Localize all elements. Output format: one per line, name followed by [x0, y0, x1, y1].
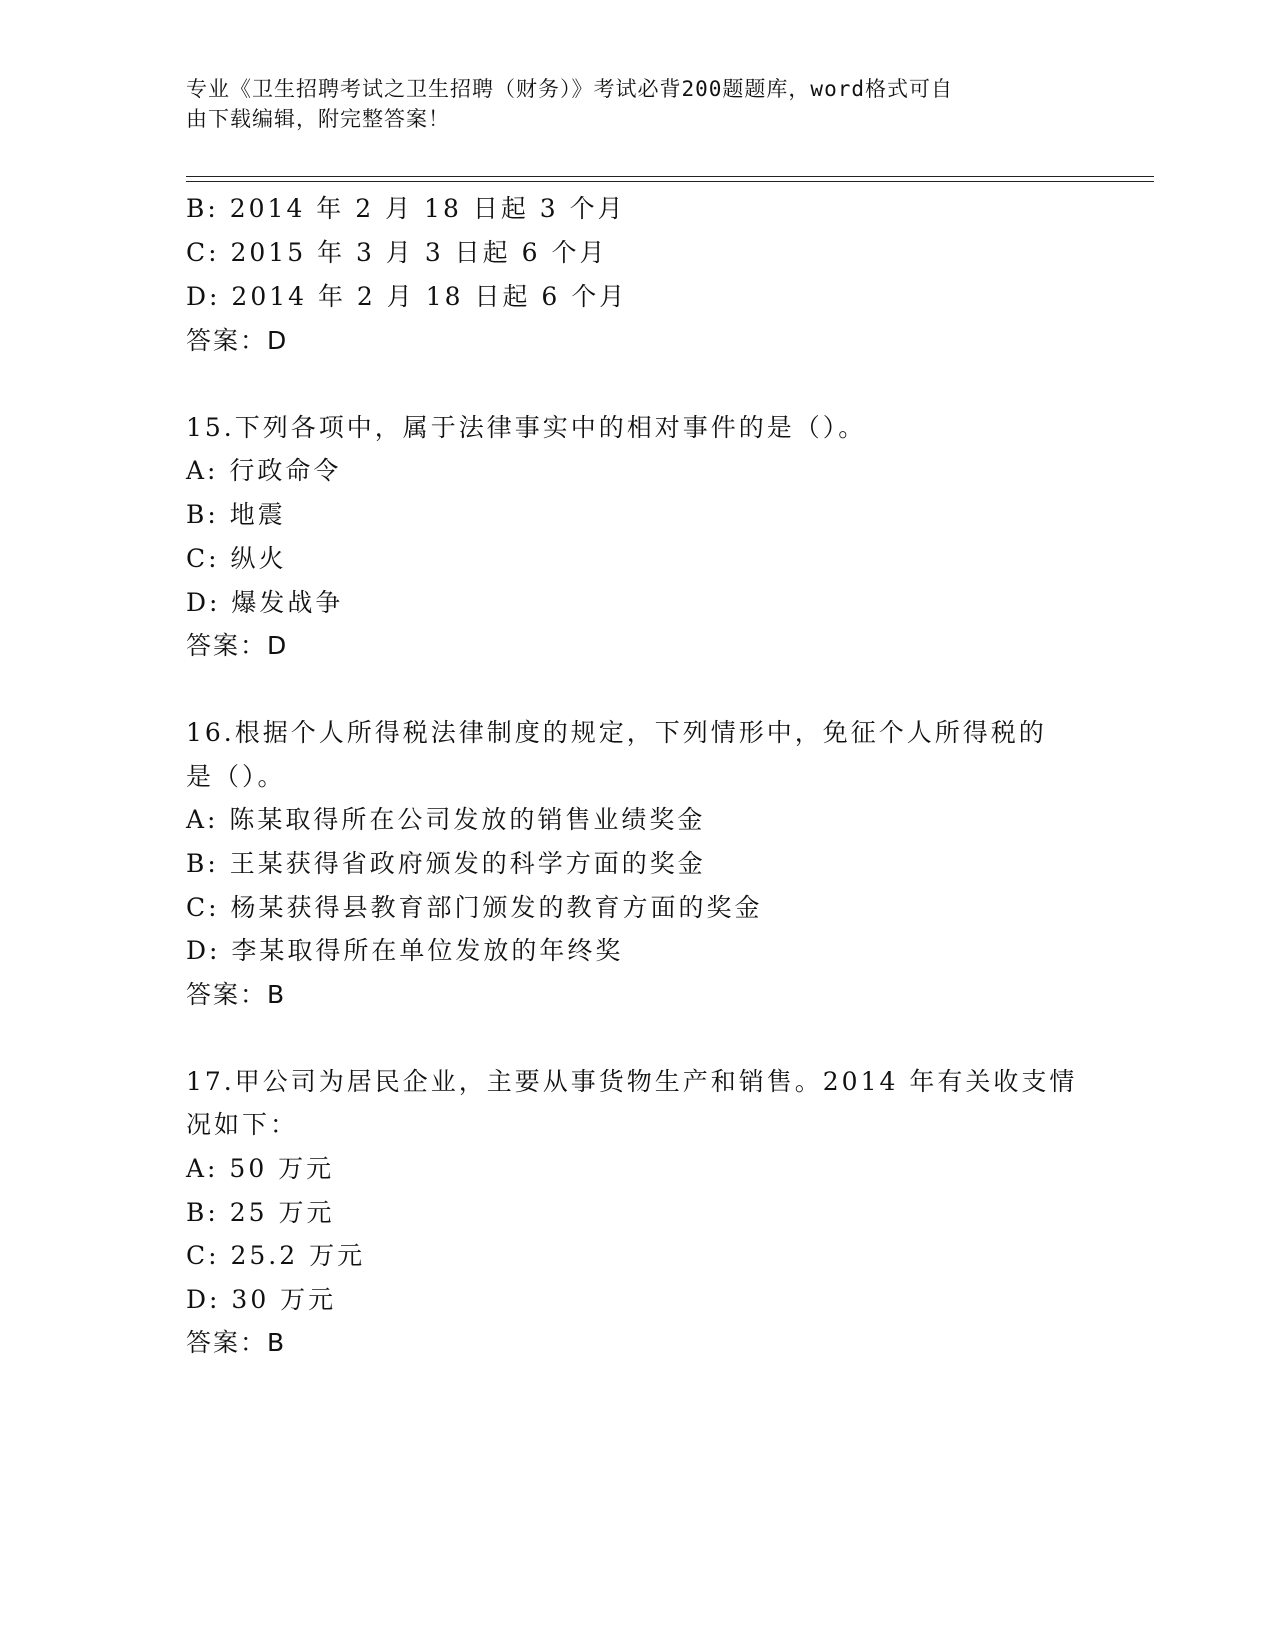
header-line-1: 专业《卫生招聘考试之卫生招聘（财务）》考试必背200题题库，word格式可自: [186, 77, 953, 101]
q15-answer: 答案：D: [186, 631, 289, 660]
q17-stem-line-1: 17.甲公司为居民企业，主要从事货物生产和销售。2014 年有关收支情: [186, 1067, 1078, 1096]
q16-option-c: C: 杨某获得县教育部门颁发的教育方面的奖金: [186, 893, 763, 922]
document-header: [186, 74, 1066, 134]
q16-stem-line-2: 是（）。: [186, 762, 286, 791]
q17-answer: 答案：B: [186, 1328, 287, 1357]
q15-stem: 15.下列各项中，属于法律事实中的相对事件的是（）。: [186, 413, 867, 442]
q14-option-b: B: 2014 年 2 月 18 日起 3 个月: [186, 194, 626, 223]
q14-option-d: D: 2014 年 2 月 18 日起 6 个月: [186, 282, 628, 311]
q15-option-a: A: 行政命令: [186, 456, 342, 485]
q15-option-c: C: 纵火: [186, 544, 287, 573]
q17-option-b: B: 25 万元: [186, 1198, 335, 1227]
header-line-2: 由下载编辑，附完整答案！: [186, 107, 450, 131]
header-divider: [186, 176, 1154, 182]
q16-option-d: D: 李某取得所在单位发放的年终奖: [186, 936, 624, 965]
q16-stem-line-1: 16.根据个人所得税法律制度的规定，下列情形中，免征个人所得税的: [186, 718, 1047, 747]
q17-option-d: D: 30 万元: [186, 1285, 337, 1314]
q16-answer: 答案：B: [186, 980, 287, 1009]
q14-option-c: C: 2015 年 3 月 3 日起 6 个月: [186, 238, 608, 267]
q17-option-c: C: 25.2 万元: [186, 1241, 366, 1270]
q14-answer: 答案：D: [186, 326, 289, 355]
q16-option-a: A: 陈某取得所在公司发放的销售业绩奖金: [186, 805, 706, 834]
q17-option-a: A: 50 万元: [186, 1154, 335, 1183]
q17-stem-line-2: 况如下：: [186, 1110, 299, 1139]
q15-option-b: B: 地震: [186, 500, 286, 529]
q15-option-d: D: 爆发战争: [186, 588, 344, 617]
q16-option-b: B: 王某获得省政府颁发的科学方面的奖金: [186, 849, 706, 878]
